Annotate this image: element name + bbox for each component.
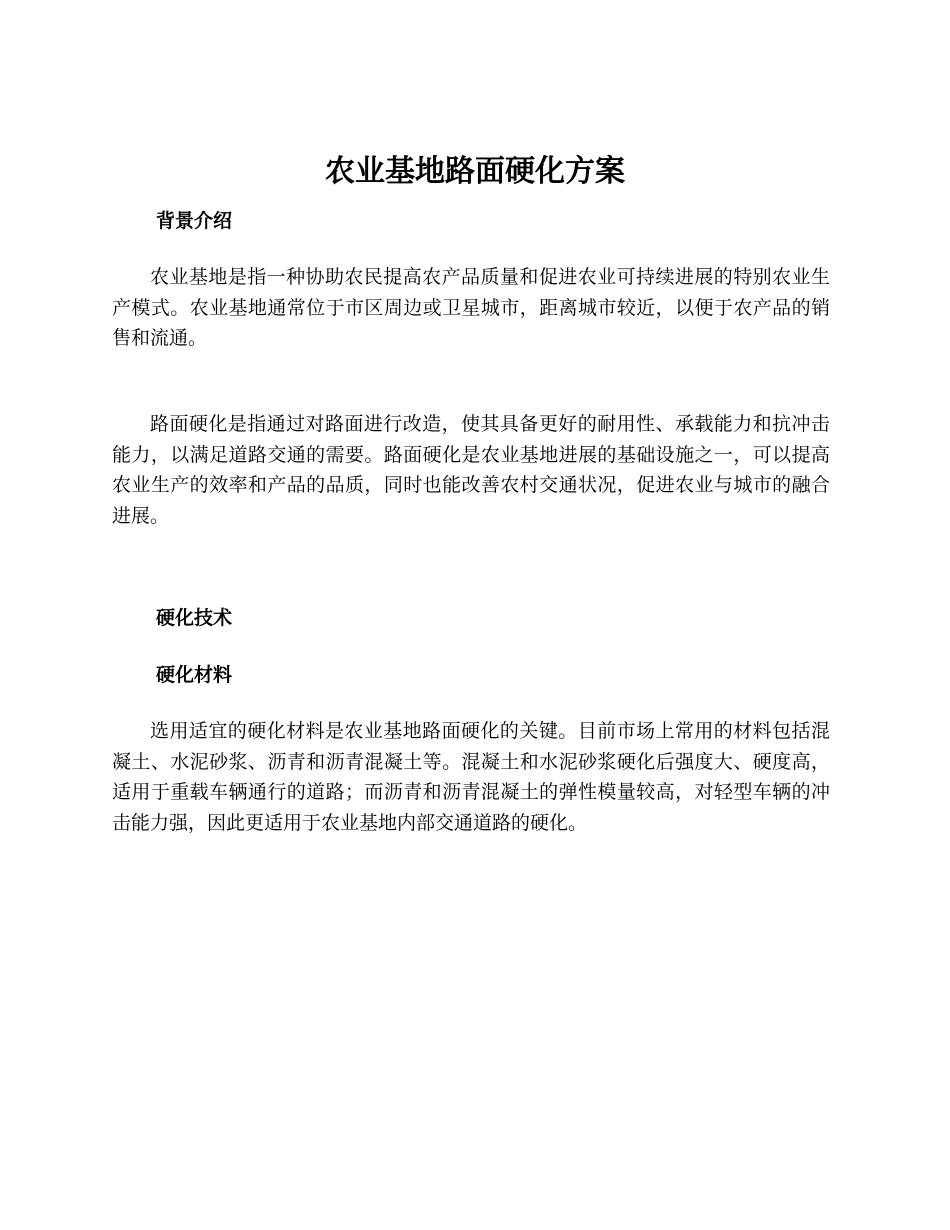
section-heading-technology: 硬化技术 <box>156 607 233 629</box>
section-heading-background: 背景介绍 <box>156 210 233 232</box>
paragraph-agricultural-base: 农业基地是指一种协助农民提高农产品质量和促进农业可持续进展的特别农业生产模式。农业基地通常位于市区周边或卫星城市，距离城市较近，以便于农产品的销售和流通。 <box>112 266 830 349</box>
document-title: 农业基地路面硬化方案 <box>325 154 625 189</box>
paragraph-materials: 选用适宜的硬化材料是农业基地路面硬化的关键。目前市场上常用的材料包括混凝土、水泥砂浆、沥青和沥青混凝土等。混凝土和水泥砂浆硬化后强度大、硬度高，适用于重载车辆通行的道路；而沥青和沥青混凝土的弹性模量较高，对轻型车辆的冲击能力强，因此更适用于农业基地内部交通道路的硬化。 <box>112 720 830 834</box>
paragraph-road-hardening: 路面硬化是指通过对路面进行改造，使其具备更好的耐用性、承载能力和抗冲击能力，以满足道路交通的需要。路面硬化是农业基地进展的基础设施之一，可以提高农业生产的效率和产品的品质，同时也能改善农村交通状况，促进农业与城市的融合进展。 <box>112 413 830 527</box>
section-heading-materials: 硬化材料 <box>156 664 233 686</box>
